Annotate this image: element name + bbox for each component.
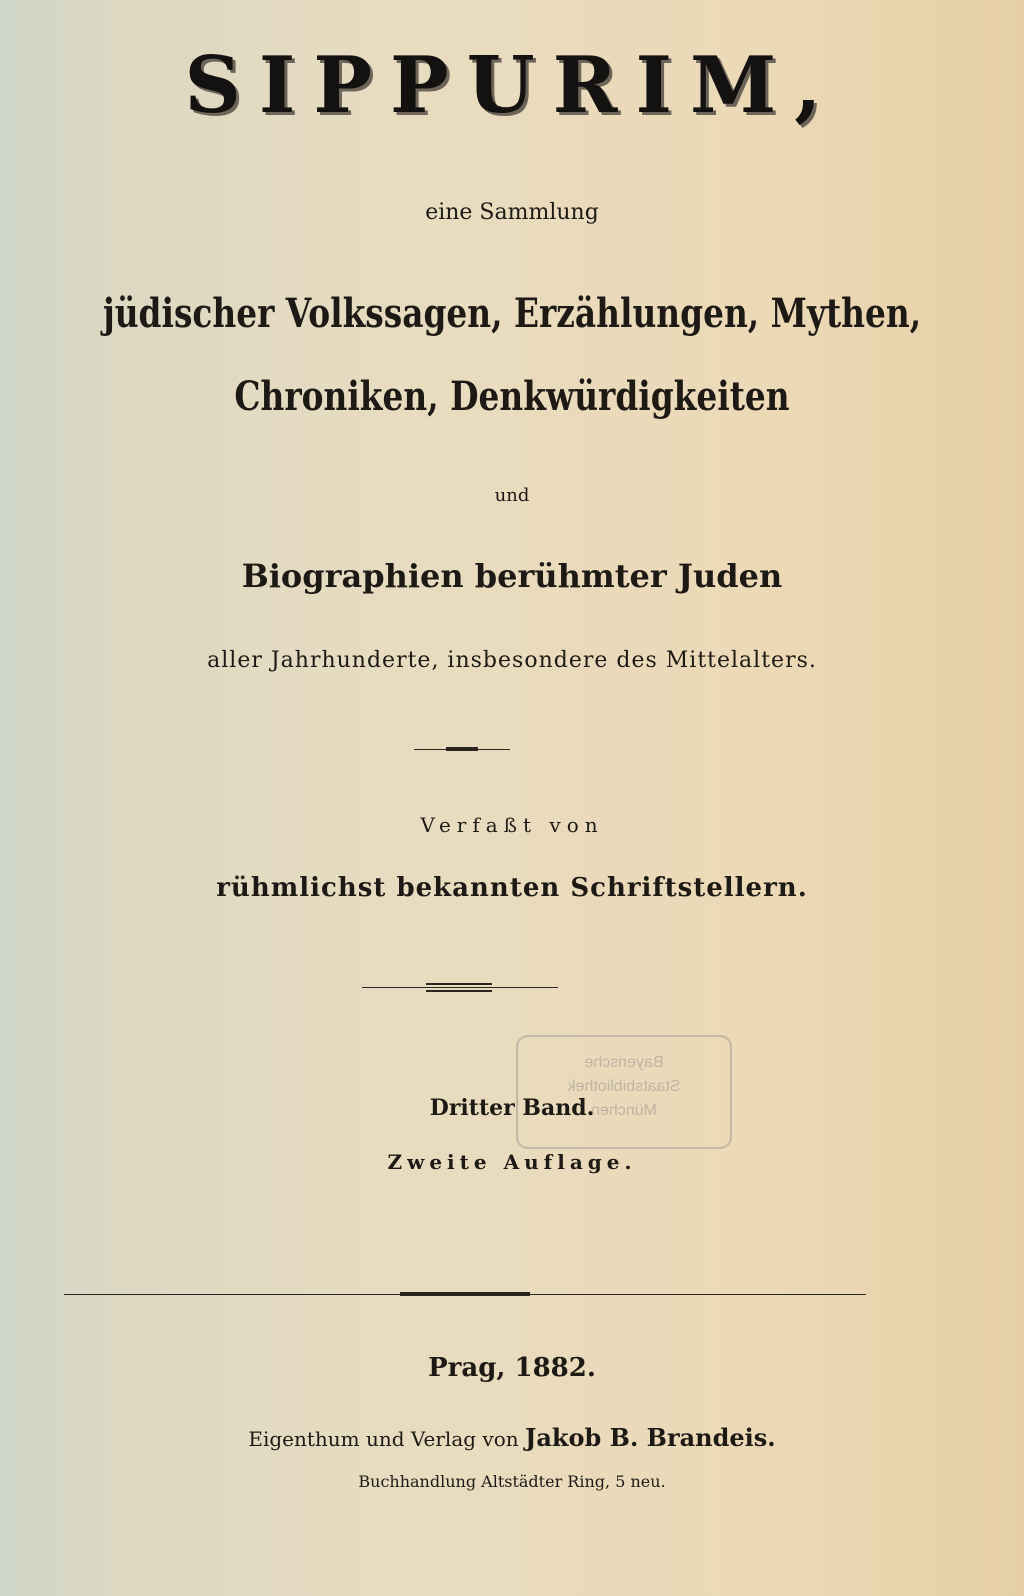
edition: Zweite Auflage. (387, 1150, 637, 1174)
subtitle-centuries: aller Jahrhunderte, insbesondere des Mittelalters. (207, 648, 817, 673)
ornament-divider-center-2 (426, 990, 492, 992)
ornament-divider (362, 987, 558, 988)
publisher-prefix: Eigenthum und Verlag von (248, 1427, 519, 1451)
stamp-text: Bayerische Staatsbibliothek München (567, 1054, 681, 1119)
authored-by: Verfaßt von (420, 813, 604, 837)
ornament-divider-center (426, 983, 492, 985)
publisher-line (0, 1423, 1024, 1452)
subtitle-collection: eine Sammlung (425, 200, 599, 225)
volume: Dritter Band. (429, 1095, 595, 1121)
book-title: SIPPURIM, (184, 40, 840, 131)
library-stamp (516, 1035, 732, 1149)
subtitle-line-2: Chroniken, Denkwürdigkeiten (234, 373, 790, 420)
place-and-year: Prag, 1882. (428, 1353, 596, 1383)
conjunction-und: und (494, 485, 530, 506)
publisher-name: Jakob B. Brandeis. (524, 1423, 776, 1452)
long-divider-center (400, 1292, 530, 1296)
divider-short-center (446, 747, 478, 751)
publisher-address: Buchhandlung Altstädter Ring, 5 neu. (358, 1472, 666, 1491)
subtitle-biographies: Biographien berühmter Juden (241, 557, 783, 595)
authors: rühmlichst bekannten Schriftstellern. (216, 873, 808, 903)
subtitle-line-1: jüdischer Volkssagen, Erzählungen, Mythen, (102, 290, 922, 337)
